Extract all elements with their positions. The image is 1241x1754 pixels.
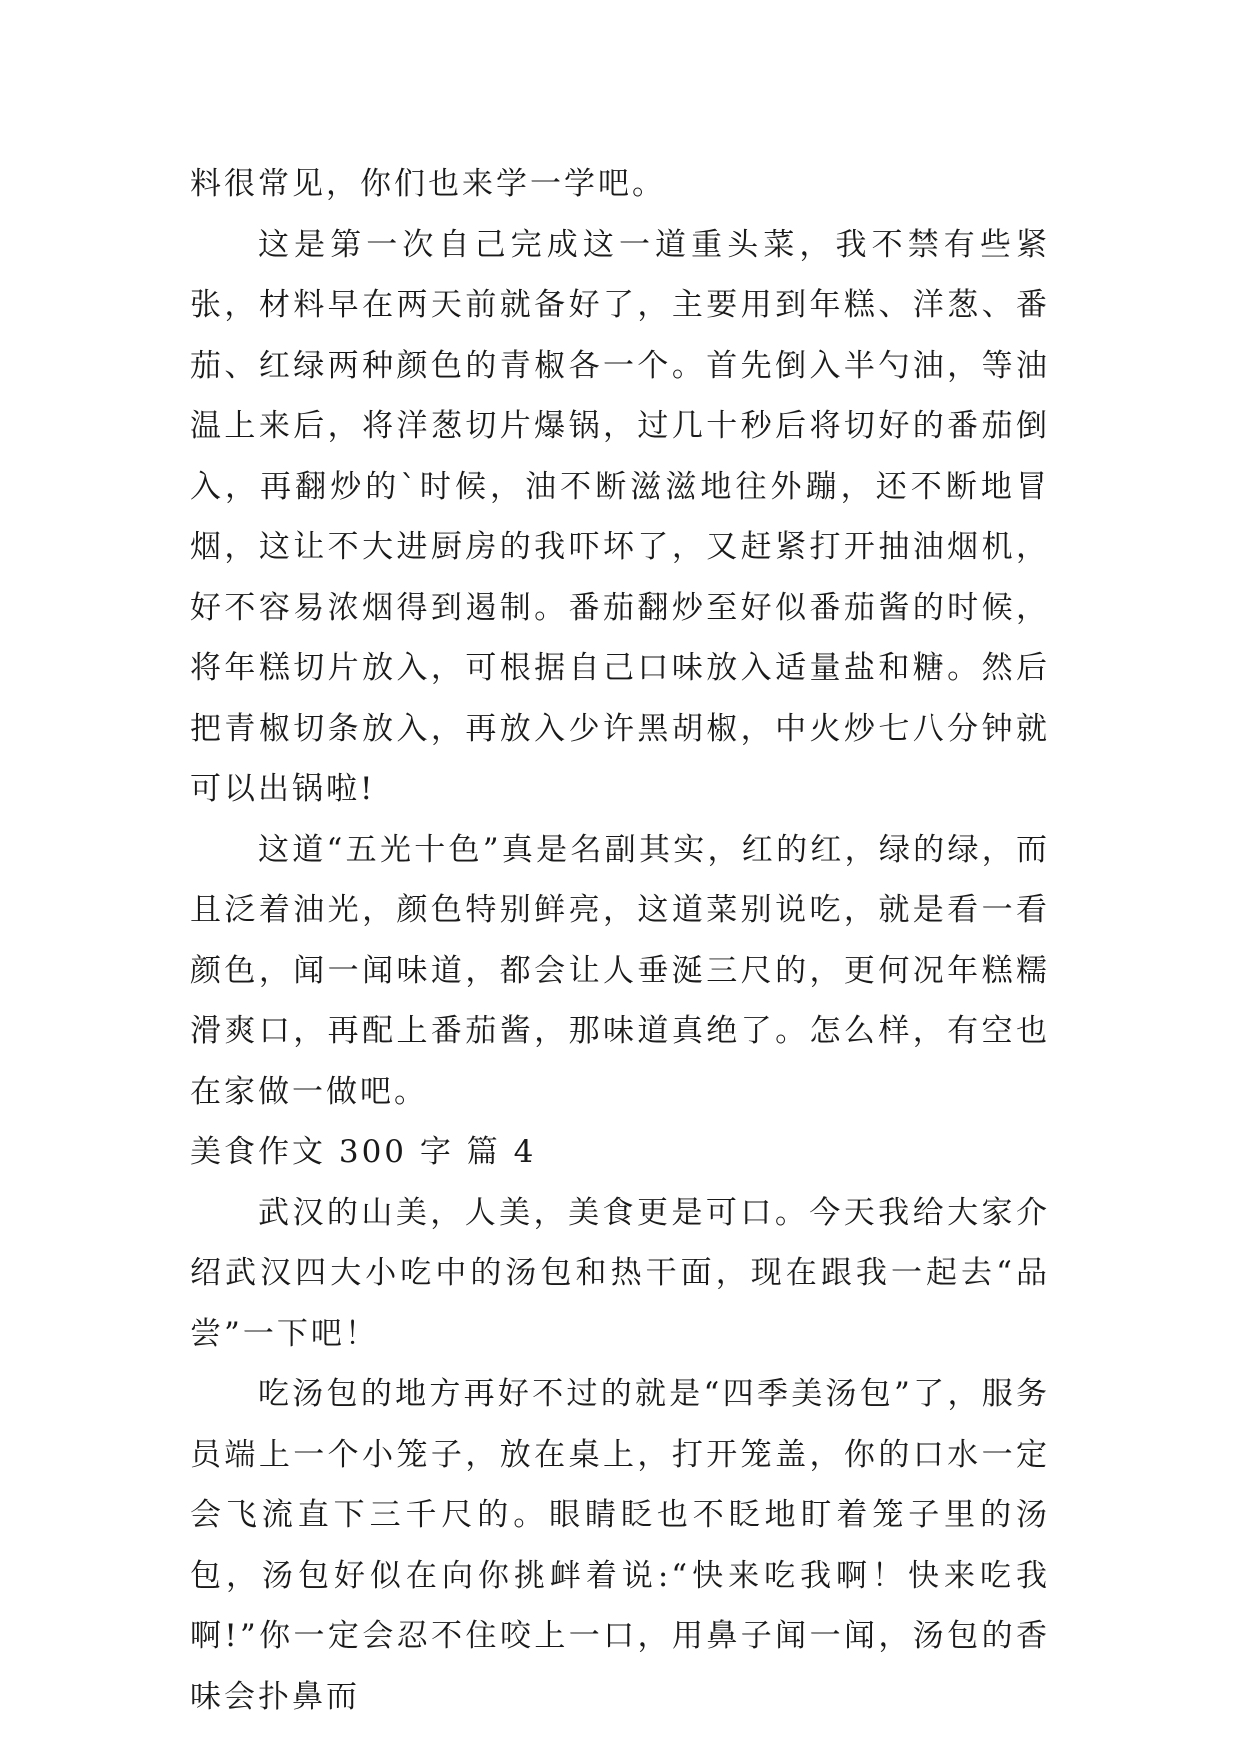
paragraph-wuhan-intro: 武汉的山美，人美，美食更是可口。今天我给大家介绍武汉四大小吃中的汤包和热干面，现在跟我一起去“品尝”一下吧！ (190, 1194, 1050, 1352)
paragraph-dish-description: 这道“五光十色”真是名副其实，红的红，绿的绿，而且泛着油光，颜色特别鲜亮，这道菜别说吃，就是看一看颜色，闻一闻味道，都会让人垂涎三尺的，更何况年糕糯滑爽口，再配上番茄酱，那味道真绝了。怎么样，有空也在家做一做吧。 (190, 831, 1050, 1110)
paragraph-continuation: 料很常见，你们也来学一学吧。 (190, 166, 666, 202)
paragraph-soup-dumplings: 吃汤包的地方再好不过的就是“四季美汤包”了，服务员端上一个小笼子，放在桌上，打开笼盖，你的口水一定会飞流直下三千尺的。眼睛眨也不眨地盯着笼子里的汤包，汤包好似在向你挑衅着说:“快来吃我啊！快来吃我啊!”你一定会忍不住咬上一口，用鼻子闻一闻，汤包的香味会扑鼻而 (190, 1376, 1050, 1715)
section-heading: 美食作文 300 字 篇 4 (190, 1134, 537, 1170)
paragraph-cooking-steps: 这是第一次自己完成这一道重头菜，我不禁有些紧张，材料早在两天前就备好了，主要用到年糕、洋葱、番茄、红绿两种颜色的青椒各一个。首先倒入半勺油，等油温上来后，将洋葱切片爆锅，过几十秒后将切好的番茄倒入，再翻炒的`时候，油不断滋滋地往外蹦，还不断地冒烟，这让不大进厨房的我吓坏了，又赶紧打开抽油烟机，好不容易浓烟得到遏制。番茄翻炒至好似番茄酱的时候，将年糕切片放入，可根据自己口味放入适量盐和糖。然后把青椒切条放入，再放入少许黑胡椒，中火炒七八分钟就可以出锅啦! (190, 226, 1050, 807)
document-body (190, 154, 1050, 1727)
